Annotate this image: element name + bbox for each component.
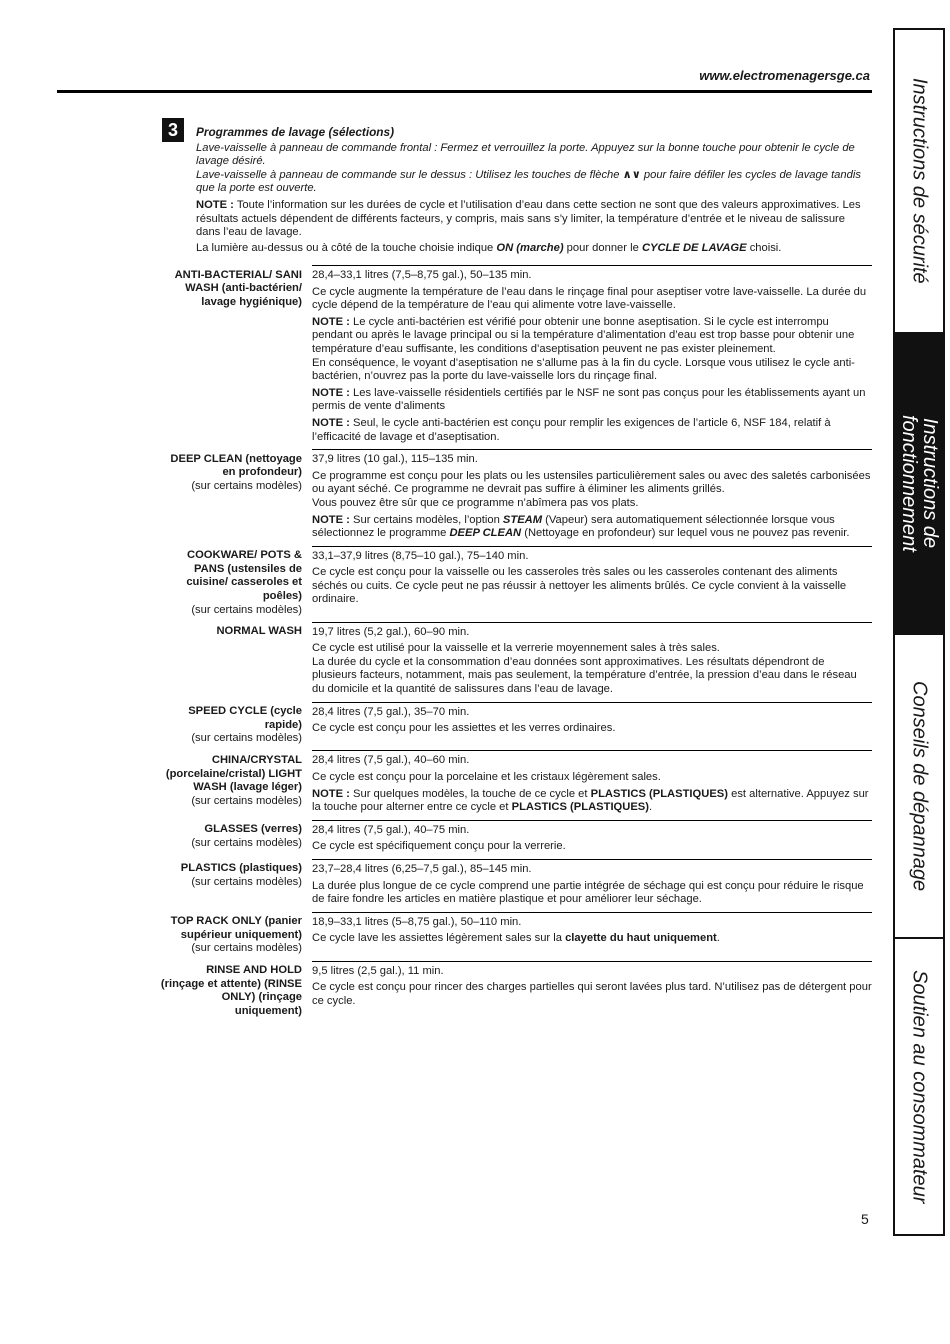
cycle-note xyxy=(312,316,872,384)
cycle-description: Ce cycle est conçu pour les assiettes et les verres ordinaires. xyxy=(312,722,616,735)
note-text: Toute l’information sur les durées de cycle et l’utilisation d’eau dans cette section ne sont que des valeurs approximatives. Les résultats actuels dépendent de différents facteurs, y compris, mais sans s’y limiter, la température d’entrée et le niveau de salissure dans l’eau de lavage. xyxy=(196,198,861,239)
cycle-description: La durée du cycle et la consommation d’eau données sont approximatives. Les résultats dépendront de plusieurs facteurs, notamment, mais pas seulement, la température d’entrée, la pression d’eau dans le réseau du domicile et la quantité de salissures dans l’eau de lavage. xyxy=(312,655,857,696)
tab-consumer-support[interactable] xyxy=(895,937,943,1234)
cycle-row xyxy=(160,859,872,912)
cycle-row xyxy=(160,912,872,961)
note-text: (Nettoyage en profondeur) sur lequel vous ne pouvez pas revenir. xyxy=(524,527,850,540)
intro-top-text-a: Lave-vaisselle à panneau de commande sur le dessus : Utilisez les touches de flèche xyxy=(196,168,620,181)
note-text: est alternative. Appuyez sur la touche pour alterner entre ce cycle et xyxy=(312,787,869,814)
note-label: NOTE : xyxy=(312,416,350,429)
cycle-name: NORMAL WASH xyxy=(216,625,302,638)
cycle-description: Ce programme est conçu pour les plats ou les ustensiles particulièrement sales ou avec des saletés carbonisées ou ayant séché. Ce programme ne devrait pas suffire à éliminer les aliments grillés. xyxy=(312,469,871,496)
cycle-description: Ce cycle est conçu pour rincer des charges partielles qui seront lavées plus tard. N’utilisez pas de détergent pour ce cycle. xyxy=(312,981,872,1007)
cycle-name: TOP RACK ONLY (panier supérieur uniquement) xyxy=(170,915,302,941)
note-label: NOTE : xyxy=(312,513,350,526)
desc-text: . xyxy=(716,932,720,945)
cycle-name: CHINA/CRYSTAL (porcelaine/cristal) LIGHT WASH (lavage léger) xyxy=(165,753,302,794)
intro-note xyxy=(196,199,868,240)
cycle-description: Ce cycle est conçu pour la vaisselle ou les casseroles très sales ou les casseroles contenant des aliments séchés ou cuits. Ce cycle peut ne pas réussir à nettoyer les aliments brûlés. Ce cycle convient à la vaisselle ordinaire. xyxy=(312,566,847,606)
cycle-description: Ce cycle est utilisé pour la vaisselle et la verrerie moyennement sales à très sales. xyxy=(312,642,720,655)
arrow-keys-icon: ∧∨ xyxy=(622,168,641,181)
cycle-description: La durée plus longue de ce cycle comprend une partie intégrée de séchage qui est conçu pour réduire le risque de faire fondre les articles en matière plastique et pour améliorer leur séchage. xyxy=(312,879,864,906)
light-cycle-label: CYCLE DE LAVAGE xyxy=(641,241,747,254)
note-text: . xyxy=(649,801,653,814)
light-indicator-text xyxy=(196,242,868,256)
note-text: (Vapeur) sera automatiquement sélectionnée lorsque vous sélectionnez le programme xyxy=(312,513,835,540)
light-text-a: La lumière au-dessus ou à côté de la touche choisie indique xyxy=(196,241,494,254)
cycle-note xyxy=(312,417,872,444)
note-label: NOTE : xyxy=(196,198,234,211)
note-text: Les lave-vaisselle résidentiels certifiés par le NSF ne sont pas conçus pour les établissements ayant un permis de vente d’aliments xyxy=(312,386,866,413)
note-text: Le cycle anti-bactérien est vérifié pour obtenir une bonne aseptisation. Si le cycle est interrompu pendant ou après le lavage principal ou si la température d’alimentation d’eau est trop basse pour obtenir une température d’eau suffisante, les conditions d’aseptisation peuvent ne pas exister pleinement. xyxy=(312,315,855,355)
plastics-label: PLASTICS (PLASTIQUES) xyxy=(511,801,649,814)
tab-label: Conseils de dépannage xyxy=(908,680,931,892)
cycle-description: Ce cycle augmente la température de l’eau dans le rinçage final pour aseptiser votre lave-vaisselle. La durée du cycle dépend de la température de l’eau qui alimente votre lave-vaisselle. xyxy=(312,285,867,312)
note-text: Seul, le cycle anti-bactérien est conçu pour remplir les exigences de l’article 6, NSF 184, relatif à l’efficacité de lavage et d’aseptisation. xyxy=(312,416,831,443)
cycle-spec: 28,4 litres (7,5 gal.), 40–75 min. xyxy=(312,823,470,836)
tab-operating[interactable] xyxy=(895,332,943,635)
cycle-row xyxy=(160,751,872,820)
cycle-name: DEEP CLEAN (nettoyage en profondeur) xyxy=(170,452,302,479)
cycle-note xyxy=(312,788,872,815)
note-text: En conséquence, le voyant d’aseptisation ne s’allume pas à la fin du cycle. Lorsque vous utilisez le cycle anti-bactérien, n’ouvrez pas la porte du lave-vaisselle lors du rinçage final. xyxy=(312,356,855,383)
cycle-description: Ce cycle est conçu pour la porcelaine et les cristaux légèrement sales. xyxy=(312,771,661,783)
note-label: NOTE : xyxy=(312,386,350,399)
cycle-row xyxy=(160,266,872,450)
cycle-availability: (sur certains modèles) xyxy=(191,876,302,889)
note-text: Sur quelques modèles, la touche de ce cycle et xyxy=(353,787,588,800)
cycle-spec: 28,4–33,1 litres (7,5–8,75 gal.), 50–135 min. xyxy=(312,269,532,281)
cycle-spec: 33,1–37,9 litres (8,75–10 gal.), 75–140 min. xyxy=(312,549,529,562)
note-text: Sur certains modèles, l’option xyxy=(353,513,500,526)
cycle-description: Ce cycle est spécifiquement conçu pour la verrerie. xyxy=(312,840,566,853)
cycle-spec: 19,7 litres (5,2 gal.), 60–90 min. xyxy=(312,625,470,638)
cycle-name: ANTI-BACTERIAL/ SANI WASH (anti-bactérien/ lavage hygiénique) xyxy=(174,268,302,308)
cycle-row xyxy=(160,546,872,622)
cycle-availability: (sur certains modèles) xyxy=(191,732,302,745)
cycle-spec: 37,9 litres (10 gal.), 115–135 min. xyxy=(312,453,478,466)
cycle-row xyxy=(160,622,872,702)
intro-top-panel xyxy=(196,169,868,196)
cycle-availability: (sur certains modèles) xyxy=(191,794,302,807)
step-number-badge: 3 xyxy=(162,118,184,142)
top-rack-label: clayette du haut uniquement xyxy=(565,932,717,945)
tab-safety[interactable] xyxy=(895,30,943,332)
note-label: NOTE : xyxy=(312,787,350,800)
note-label: NOTE : xyxy=(312,315,350,328)
cycle-spec: 28,4 litres (7,5 gal.), 35–70 min. xyxy=(312,705,470,718)
tab-label: Instructions de fonctionnement xyxy=(898,415,941,552)
tab-label: Soutien au consommateur xyxy=(908,969,931,1204)
tab-label: Instructions de sécurité xyxy=(908,78,931,284)
intro-top-text-b: pour faire défiler les cycles de lavage tandis que la porte est ouverte. xyxy=(196,168,861,195)
cycle-spec: 28,4 litres (7,5 gal.), 40–60 min. xyxy=(312,754,470,767)
tab-troubleshooting[interactable] xyxy=(895,635,943,937)
cycle-availability: (sur certains modèles) xyxy=(191,479,302,492)
cycle-note xyxy=(312,514,872,541)
cycle-availability: (sur certains modèles) xyxy=(191,836,302,849)
cycle-row xyxy=(160,961,872,1023)
intro-block xyxy=(196,126,868,255)
light-text-b: pour donner le xyxy=(566,241,639,254)
cycle-row xyxy=(160,702,872,751)
cycle-name: COOKWARE/ POTS & PANS (ustensiles de cuisine/ casseroles et poêles) xyxy=(186,549,302,602)
light-text-c: choisi. xyxy=(749,241,782,254)
cycle-row xyxy=(160,450,872,547)
cycle-description xyxy=(312,932,872,946)
light-on-label: ON (marche) xyxy=(496,241,564,254)
deep-clean-label: DEEP CLEAN xyxy=(449,527,522,540)
header-rule xyxy=(57,90,872,93)
cycle-name: SPEED CYCLE (cycle rapide) xyxy=(188,705,302,731)
cycle-note xyxy=(312,387,872,414)
website-url[interactable]: www.electromenagersge.ca xyxy=(699,68,870,83)
cycle-name: GLASSES (verres) xyxy=(204,823,302,836)
cycle-description: Vous pouvez être sûr que ce programme n’abîmera pas vos plats. xyxy=(312,496,639,509)
page-number: 5 xyxy=(861,1211,869,1227)
cycle-spec: 18,9–33,1 litres (5–8,75 gal.), 50–110 min. xyxy=(312,915,522,928)
cycle-availability: (sur certains modèles) xyxy=(191,603,302,616)
desc-text: Ce cycle lave les assiettes légèrement sales sur la xyxy=(312,932,562,945)
steam-label: STEAM xyxy=(502,513,543,526)
intro-front-panel: Lave-vaisselle à panneau de commande frontal : Fermez et verrouillez la porte. Appuyez sur la bonne touche pour obtenir le cycle de lavage désiré. xyxy=(196,141,855,168)
section-title: Programmes de lavage (sélections) xyxy=(196,125,395,139)
cycle-row xyxy=(160,820,872,859)
cycle-spec: 9,5 litres (2,5 gal.), 11 min. xyxy=(312,964,444,977)
cycle-name: RINSE AND HOLD (rinçage et attente) (RINSE ONLY) (rinçage uniquement) xyxy=(160,964,302,1017)
wash-cycles-table xyxy=(160,265,872,1023)
cycle-spec: 23,7–28,4 litres (6,25–7,5 gal.), 85–145 min. xyxy=(312,862,532,875)
cycle-name: PLASTICS (plastiques) xyxy=(180,862,302,875)
side-tabs xyxy=(893,28,945,1236)
plastics-label: PLASTICS (PLASTIQUES) xyxy=(590,787,728,800)
cycle-availability: (sur certains modèles) xyxy=(191,942,302,955)
